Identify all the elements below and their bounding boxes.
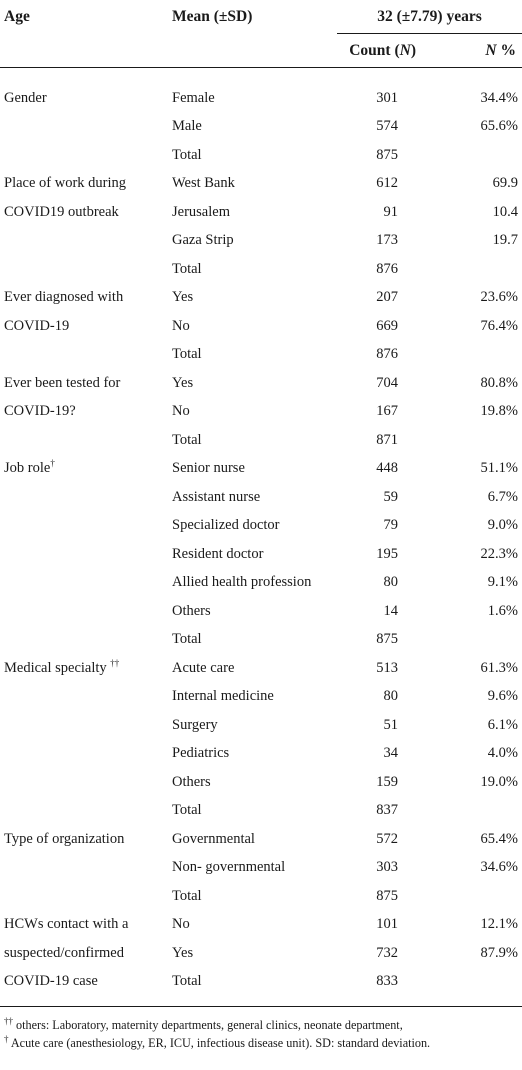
table-row [0, 255, 522, 284]
row-count: 448 [376, 460, 398, 477]
table-row [0, 654, 522, 683]
row-category: Specialized doctor [172, 517, 280, 534]
row-variable-label [0, 540, 172, 569]
table-row [0, 683, 522, 712]
row-count: 303 [376, 859, 398, 876]
row-count: 159 [376, 773, 398, 790]
row-percent: 10.4 [492, 203, 518, 220]
row-variable-label: Medical specialty †† [4, 657, 120, 676]
row-category: Total [172, 346, 202, 363]
row-category: Female [172, 89, 215, 106]
row-percent: 65.4% [480, 830, 518, 847]
row-percent: 4.0% [487, 745, 518, 762]
table-row [0, 483, 522, 512]
row-variable-label: COVID-19 case [4, 973, 98, 990]
footnote-1: †† others: Laboratory, maternity departments, general clinics, neonate department, [4, 1015, 403, 1032]
row-variable-label [0, 255, 172, 284]
row-variable-label [0, 512, 172, 541]
row-percent: 69.9 [492, 175, 518, 192]
table-row [0, 626, 522, 655]
row-percent: 19.7 [492, 232, 518, 249]
row-percent [434, 426, 522, 455]
table-row [0, 711, 522, 740]
row-count: 14 [383, 602, 398, 619]
row-variable-label [0, 426, 172, 455]
row-count: 574 [376, 118, 398, 135]
table-row [0, 597, 522, 626]
row-percent: 9.6% [487, 688, 518, 705]
row-category: Senior nurse [172, 460, 245, 477]
row-variable-label [0, 227, 172, 256]
mean-header: Mean (±SD) [172, 7, 253, 25]
row-percent: 22.3% [480, 545, 518, 562]
row-count: 875 [376, 631, 398, 648]
mean-value-header: 32 (±7.79) years [337, 0, 522, 34]
row-category: Total [172, 802, 202, 819]
table-row [0, 312, 522, 341]
row-category: Gaza Strip [172, 232, 234, 249]
row-category: No [172, 317, 190, 334]
row-percent: 1.6% [487, 602, 518, 619]
row-category: Allied health profession [172, 574, 312, 591]
row-count: 837 [376, 802, 398, 819]
row-percent: 23.6% [480, 289, 518, 306]
row-percent: 76.4% [480, 317, 518, 334]
row-variable-label: COVID-19? [4, 403, 76, 420]
row-count: 732 [376, 944, 398, 961]
row-variable-label: COVID19 outbreak [4, 203, 119, 220]
table-row [0, 968, 522, 997]
row-percent: 80.8% [480, 374, 518, 391]
row-percent: 61.3% [480, 659, 518, 676]
row-variable-label [0, 711, 172, 740]
row-category: Total [172, 887, 202, 904]
row-variable-label: Place of work during [4, 175, 127, 192]
footnote-mark: † [50, 458, 55, 469]
row-variable-label: Type of organization [4, 830, 125, 847]
row-variable-label [0, 626, 172, 655]
row-variable-label [0, 569, 172, 598]
table-row [0, 398, 522, 427]
header-row-2 [0, 34, 522, 68]
row-percent: 19.0% [480, 773, 518, 790]
row-percent: 9.1% [487, 574, 518, 591]
row-category: Yes [172, 374, 194, 391]
row-count: 167 [376, 403, 398, 420]
table-row [0, 84, 522, 113]
header-row-1 [0, 0, 522, 34]
row-variable-label: Job role† [4, 458, 55, 477]
row-count: 876 [376, 260, 398, 277]
row-category: Others [172, 602, 211, 619]
row-variable-label: COVID-19 [4, 317, 70, 334]
row-percent: 9.0% [487, 517, 518, 534]
row-category: Total [172, 260, 202, 277]
table-row [0, 911, 522, 940]
row-variable-label: Gender [4, 89, 47, 106]
row-percent: 87.9% [480, 944, 518, 961]
row-count: 833 [376, 973, 398, 990]
row-variable-label [0, 683, 172, 712]
row-category: Jerusalem [172, 203, 230, 220]
row-percent [434, 626, 522, 655]
row-percent [434, 797, 522, 826]
table-row [0, 284, 522, 313]
row-count: 195 [376, 545, 398, 562]
row-count: 301 [376, 89, 398, 106]
row-variable-label [0, 797, 172, 826]
table-row [0, 740, 522, 769]
row-category: Governmental [172, 830, 255, 847]
row-count: 612 [376, 175, 398, 192]
row-category: West Bank [172, 175, 235, 192]
row-percent: 65.6% [480, 118, 518, 135]
row-count: 875 [376, 887, 398, 904]
table-row [0, 113, 522, 142]
row-category: Total [172, 431, 202, 448]
row-category: No [172, 403, 190, 420]
row-count: 51 [383, 716, 398, 733]
row-category: Total [172, 146, 202, 163]
row-count: 80 [383, 688, 398, 705]
row-count: 704 [376, 374, 398, 391]
table-body [0, 68, 522, 1007]
row-percent [434, 968, 522, 997]
row-variable-label: Ever diagnosed with [4, 289, 124, 306]
table-row [0, 854, 522, 883]
row-count: 79 [383, 517, 398, 534]
count-header: Count (N) [349, 41, 416, 59]
table-row [0, 569, 522, 598]
table-row [0, 227, 522, 256]
row-percent: 6.7% [487, 488, 518, 505]
table-footnotes [0, 1007, 522, 1052]
row-percent: 19.8% [480, 403, 518, 420]
row-count: 572 [376, 830, 398, 847]
row-variable-label [0, 854, 172, 883]
row-count: 59 [383, 488, 398, 505]
table-row [0, 455, 522, 484]
row-category: Pediatrics [172, 745, 230, 762]
row-percent: 12.1% [480, 916, 518, 933]
table-row [0, 170, 522, 199]
table-row [0, 141, 522, 170]
row-percent: 6.1% [487, 716, 518, 733]
row-category: Non- governmental [172, 859, 286, 876]
row-percent [434, 882, 522, 911]
row-percent [434, 341, 522, 370]
table-row [0, 341, 522, 370]
row-percent [434, 255, 522, 284]
row-percent: 34.6% [480, 859, 518, 876]
table-row [0, 882, 522, 911]
row-category: Others [172, 773, 211, 790]
percent-header: N % [485, 41, 516, 59]
table-row [0, 512, 522, 541]
row-variable-label [0, 597, 172, 626]
row-category: Total [172, 631, 202, 648]
row-variable-label [0, 113, 172, 142]
row-category: Acute care [172, 659, 235, 676]
table-row [0, 198, 522, 227]
row-count: 513 [376, 659, 398, 676]
row-variable-label [0, 882, 172, 911]
table-row [0, 768, 522, 797]
row-count: 669 [376, 317, 398, 334]
table-row [0, 540, 522, 569]
row-count: 91 [383, 203, 398, 220]
row-variable-label: suspected/confirmed [4, 944, 124, 961]
row-count: 173 [376, 232, 398, 249]
row-variable-label [0, 768, 172, 797]
table-row [0, 369, 522, 398]
footnote-mark: †† [110, 657, 120, 668]
footnote-2: † Acute care (anesthesiology, ER, ICU, infectious disease unit). SD: standard deviation. [4, 1033, 431, 1050]
row-category: No [172, 916, 190, 933]
row-count: 34 [383, 745, 398, 762]
row-percent: 51.1% [480, 460, 518, 477]
row-category: Assistant nurse [172, 488, 261, 505]
row-variable-label: HCWs contact with a [4, 916, 129, 933]
row-category: Total [172, 973, 202, 990]
age-header: Age [4, 7, 30, 25]
row-category: Internal medicine [172, 688, 274, 705]
row-category: Yes [172, 944, 194, 961]
table-row [0, 825, 522, 854]
row-variable-label [0, 483, 172, 512]
row-variable-label [0, 341, 172, 370]
row-category: Male [172, 118, 202, 135]
row-count: 875 [376, 146, 398, 163]
table-row [0, 939, 522, 968]
row-variable-label [0, 740, 172, 769]
table-row [0, 797, 522, 826]
row-variable-label [0, 141, 172, 170]
row-category: Resident doctor [172, 545, 264, 562]
row-count: 871 [376, 431, 398, 448]
row-category: Yes [172, 289, 194, 306]
table-row [0, 426, 522, 455]
row-percent: 34.4% [480, 89, 518, 106]
row-category: Surgery [172, 716, 218, 733]
row-count: 207 [376, 289, 398, 306]
row-count: 876 [376, 346, 398, 363]
row-count: 80 [383, 574, 398, 591]
row-percent [434, 141, 522, 170]
row-count: 101 [376, 916, 398, 933]
row-variable-label: Ever been tested for [4, 374, 121, 391]
